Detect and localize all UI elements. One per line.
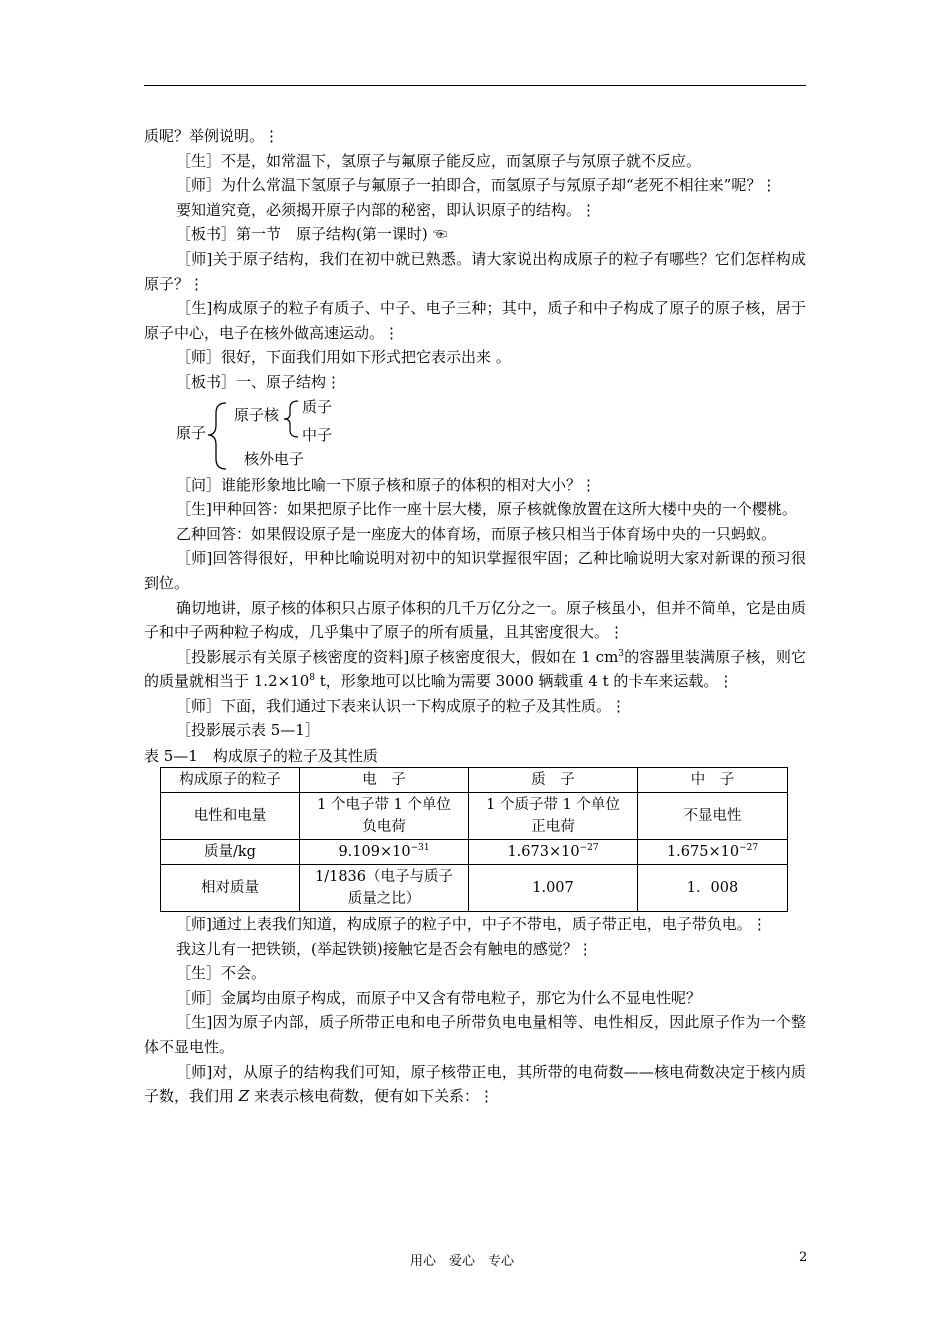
atom-label: 原子 <box>176 423 207 442</box>
table-cell <box>469 840 638 865</box>
document-body <box>144 124 806 1109</box>
table-cell: 不显电性 <box>638 793 788 840</box>
neutron-label: 中子 <box>302 425 333 444</box>
cell-line: 质量之比） <box>347 891 421 908</box>
row-label: 质量/kg <box>161 840 300 865</box>
projection-paragraph <box>144 645 806 694</box>
paragraph: ［板书］一、原子结构⋮ <box>176 372 342 391</box>
table-row <box>161 865 788 912</box>
paragraph: 确切地讲，原子核的体积只占原子体积的几千万亿分之一。原子核虽小，但并不简单，它是由质子和中子两种粒子构成，几乎集中了原子的所有质量，且其密度很大。⋮ <box>144 598 807 642</box>
paragraph-text: 来表示核电荷数，便有如下关系：⋮ <box>249 1087 494 1106</box>
footer-slogan: 用心 爱心 专心 <box>410 1254 515 1269</box>
mass-base: 1.675×10 <box>666 844 740 861</box>
table-cell: 1.007 <box>469 865 638 912</box>
cell-line: 1 个质子带 1 个单位 <box>486 797 620 814</box>
paragraph: ［师］很好，下面我们用如下形式把它表示出来 。 <box>176 348 511 367</box>
paragraph: ［师]关于原子结构，我们在初中就已熟悉。请大家说出构成原子的粒子有哪些？它们怎样构成原子？⋮ <box>144 249 806 293</box>
mass-base: 1.673×10 <box>507 844 580 861</box>
row-label: 相对质量 <box>161 865 300 912</box>
paragraph: ［生]甲种回答：如果把原子比作一座十层大楼，原子核就像放置在这所大楼中央的一个樱桃。 <box>176 500 797 519</box>
z-symbol: Z <box>238 1087 250 1106</box>
paragraph: ［师］下面，我们通过下表来认识一下构成原子的粒子及其性质。⋮ <box>176 696 627 715</box>
proton-label: 质子 <box>302 397 333 416</box>
paragraph: ［师］为什么常温下氢原子与氟原子一拍即合，而氢原子与氖原子却“老死不相往来”呢？⋮ <box>176 176 777 195</box>
mass-exponent: −27 <box>579 843 599 854</box>
table-cell <box>638 840 788 865</box>
table-header-row <box>161 768 788 793</box>
mass-exponent: −27 <box>739 843 759 854</box>
table-cell <box>300 865 469 912</box>
cell-line: 1 个电子带 1 个单位 <box>317 797 451 814</box>
paragraph: ［问］谁能形象地比喻一下原子核和原子的体积的相对大小？⋮ <box>176 475 597 494</box>
board-heading-text: ［板书］第一节 原子结构(第一课时) <box>176 225 428 244</box>
paragraph-text: ［师]对，从原子的结构我们可知，原子核带正电，其所带的电荷数——核电荷数决定于核内质子数，我们用 <box>144 1062 806 1106</box>
header-rule <box>144 85 806 86</box>
table-cell <box>469 793 638 840</box>
nucleus-label: 原子核 <box>234 405 280 424</box>
cell-line: 正电荷 <box>531 819 575 836</box>
mass-exponent: −31 <box>410 843 430 854</box>
paragraph <box>144 1060 806 1109</box>
projection-text: t，形象地可以比喻为需要 3000 辆载重 4 t 的卡车来运载。⋮ <box>315 672 734 691</box>
page-number: 2 <box>799 1250 808 1265</box>
table-cell: 1．008 <box>638 865 788 912</box>
table-caption: 表 5—1 构成原子的粒子及其性质 <box>144 747 378 766</box>
atom-structure-diagram <box>144 397 806 473</box>
projection-text: 的容器里装满原子核，则它的质量就相当于 1.2×10 <box>144 647 806 691</box>
paragraph: ［生]因为原子内部，质子所带正电和电子所带负电电量相等、电性相反，因此原子作为一个整体不显电性。 <box>144 1013 806 1057</box>
power-exponent: 8 <box>309 673 316 684</box>
board-heading <box>144 222 806 247</box>
header-cell: 电 子 <box>300 768 469 793</box>
table-row <box>161 793 788 840</box>
table-cell <box>300 793 469 840</box>
paragraph: ［生]构成原子的粒子有质子、中子、电子三种；其中，质子和中子构成了原子的原子核，居于原子中心，电子在核外做高速运动。⋮ <box>144 299 806 342</box>
paragraph: 我这儿有一把铁锁，(举起铁锁)接触它是否会有触电的感觉？⋮ <box>176 939 593 958</box>
paragraph: ［投影展示表 5—1］ <box>176 721 320 740</box>
paragraph: ［师]通过上表我们知道，构成原子的粒子中，中子不带电，质子带正电，电子带负电。⋮ <box>176 915 767 934</box>
table-cell <box>300 840 469 865</box>
paragraph: 质呢？举例说明。⋮ <box>144 127 280 145</box>
unit-exponent: 3 <box>618 648 625 659</box>
cell-line: 1/1836（电子与质子 <box>314 869 453 886</box>
header-cell: 质 子 <box>469 768 638 793</box>
table-row <box>161 840 788 865</box>
particle-table <box>160 767 788 912</box>
paragraph: ［生］不是，如常温下，氢原子与氟原子能反应，而氢原子与氖原子就不反应。 <box>176 151 702 170</box>
header-cell: 中 子 <box>638 768 788 793</box>
mass-base: 9.109×10 <box>338 844 411 861</box>
paragraph: ［师］金属均由原子构成，而原子中又含有带电粒子，那它为什么不显电性呢？ <box>176 988 702 1007</box>
header-cell: 构成原子的粒子 <box>161 768 300 793</box>
paragraph: 要知道究竟，必须揭开原子内部的秘密，即认识原子的结构。⋮ <box>176 200 597 219</box>
paragraph: 乙种回答：如果假设原子是一座庞大的体育场，而原子核只相当于体育场中央的一只蚂蚁。 <box>176 524 777 543</box>
paragraph: ［师]回答得很好，甲种比喻说明对初中的知识掌握很牢固；乙种比喻说明大家对新课的预习很到位。 <box>144 549 806 592</box>
projection-text: ［投影展示有关原子核密度的资料]原子核密度很大，假如在 1 cm <box>176 647 619 666</box>
pointing-hand-icon: ☜ <box>432 225 448 244</box>
paragraph: ［生］不会。 <box>176 964 267 983</box>
row-label: 电性和电量 <box>161 793 300 840</box>
electron-label: 核外电子 <box>244 449 305 468</box>
cell-line: 负电荷 <box>362 819 406 836</box>
